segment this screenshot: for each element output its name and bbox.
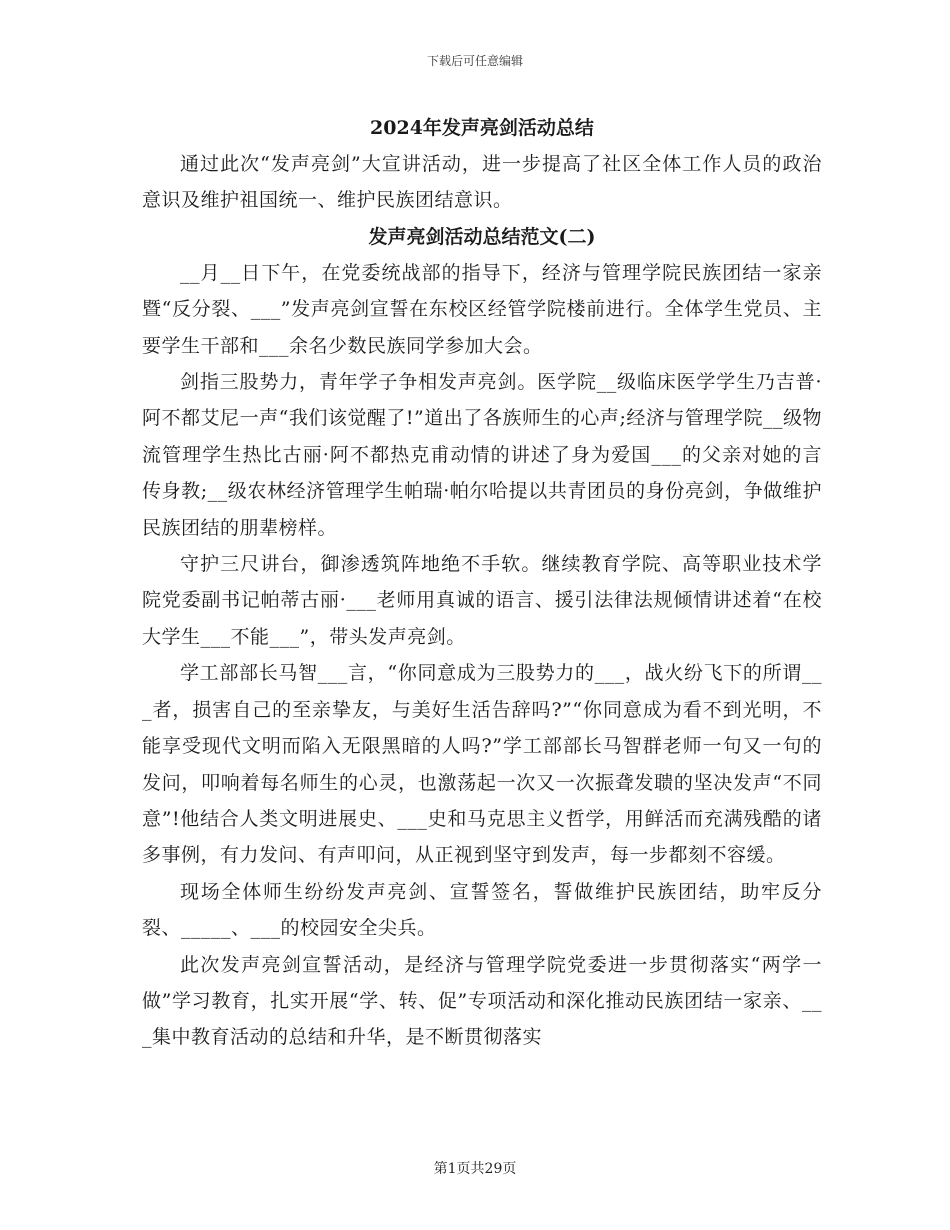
document-body <box>142 110 822 1056</box>
intro-paragraph: 通过此次“发声亮剑”大宣讲活动，进一步提高了社区全体工作人员的政治意识及维护祖国统一、维护民族团结意识。 <box>142 153 822 212</box>
body-paragraph-5: 现场全体师生纷纷发声亮剑、宣誓签名，誓做维护民族团结，助牢反分裂、_____、___的校园安全尖兵。 <box>142 880 822 940</box>
page-footer: 第1页共29页 <box>433 1161 517 1177</box>
document-title: 2024年发声亮剑活动总结 <box>370 117 594 139</box>
page-header: 下载后可任意编辑 <box>426 54 523 68</box>
body-paragraph-2: 剑指三股势力，青年学子争相发声亮剑。医学院__级临床医学学生乃吉普·阿不都艾尼一声“我们该觉醒了!”道出了各族师生的心声;经济与管理学院__级物流管理学生热比古丽·阿不都热克甫动情的讲述了身为爱国___的父亲对她的言传身教;__级农林经济管理学生帕瑞·帕尔哈提以共青团员的身份亮剑，争做维护民族团结的朋辈榜样。 <box>142 371 822 539</box>
section-title: 发声亮剑活动总结范文(二) <box>368 225 596 248</box>
body-paragraph-4: 学工部部长马智___言，“你同意成为三股势力的___，战火纷飞下的所谓___者，损害自己的至亲挚友，与美好生活告辞吗?”“你同意成为看不到光明，不能享受现代文明而陷入无限黑暗的人吗?”学工部部长马智群老师一句又一句的发问，叩响着每名师生的心灵，也激荡起一次又一次振聋发聩的坚决发声“不同意”!他结合人类文明进展史、___史和马克思主义哲学，用鲜活而充满残酷的诸多事例，有力发问、有声叩问，从正视到坚守到发声，每一步都刻不容缓。 <box>142 662 822 867</box>
body-paragraph-6: 此次发声亮剑宣誓活动，是经济与管理学院党委进一步贯彻落实“两学一做”学习教育，扎实开展“学、转、促”专项活动和深化推动民族团结一家亲、___集中教育活动的总结和升华，是不断贯彻落实 <box>142 953 822 1049</box>
body-paragraph-1: __月__日下午，在党委统战部的指导下，经济与管理学院民族团结一家亲暨“反分裂、___”发声亮剑宣誓在东校区经管学院楼前进行。全体学生党员、主要学生干部和___余名少数民族同学参加大会。 <box>142 261 822 357</box>
body-paragraph-3: 守护三尺讲台，御渗透筑阵地绝不手软。继续教育学院、高等职业技术学院党委副书记帕蒂古丽·___老师用真诚的语言、援引法律法规倾情讲述着“在校大学生___不能___”，带头发声亮剑。 <box>142 553 822 648</box>
